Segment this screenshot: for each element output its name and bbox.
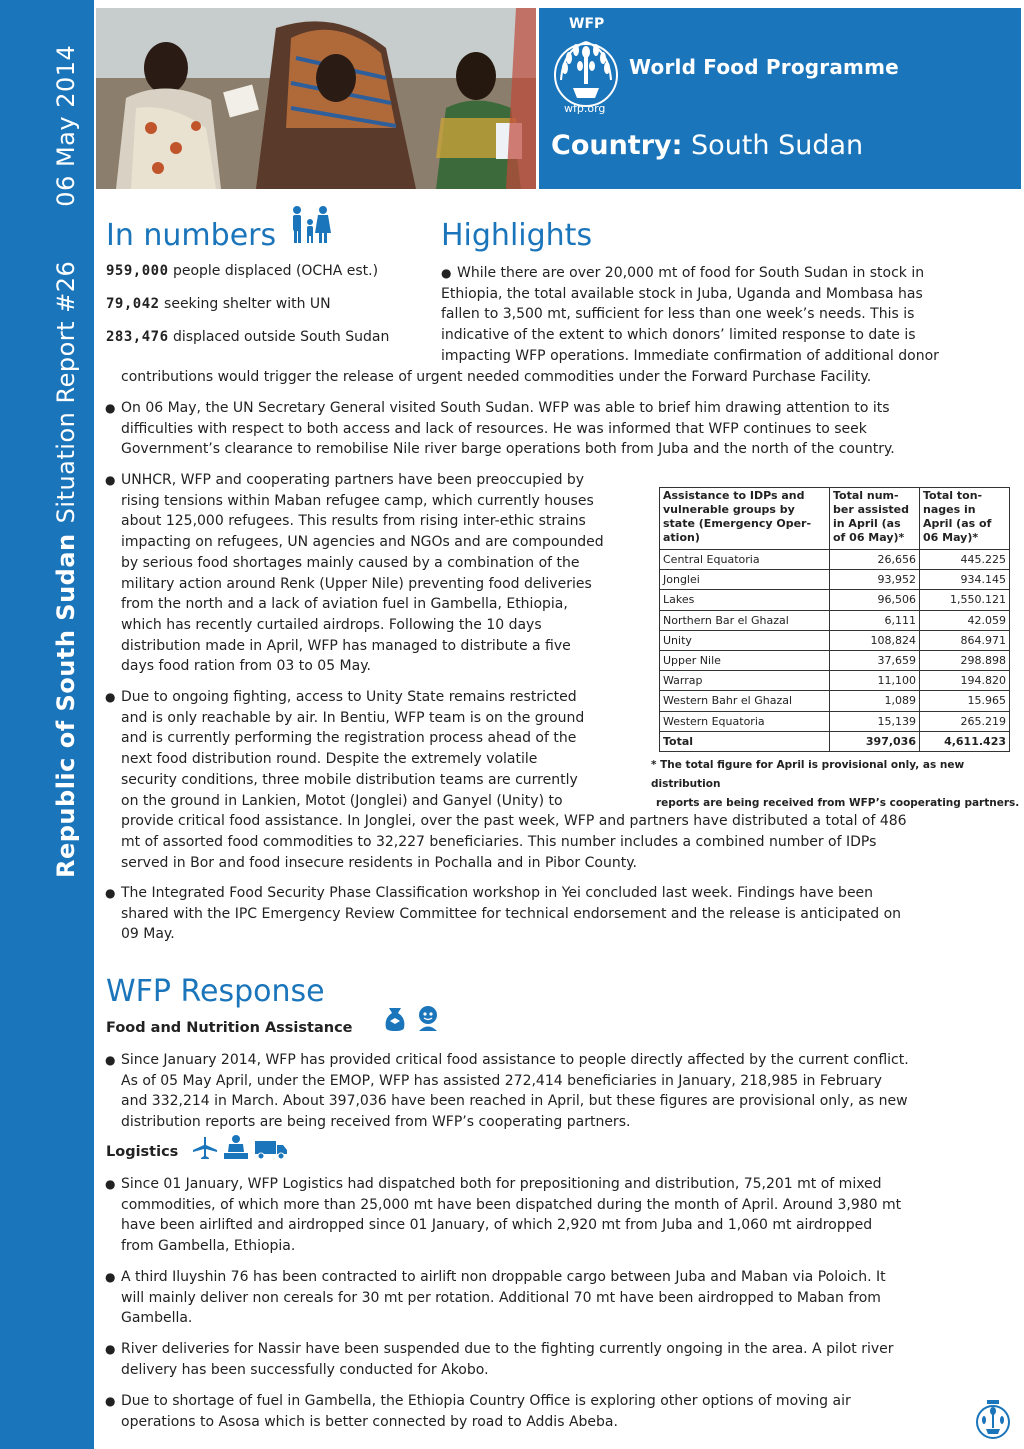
number-text: seeking shelter with UN <box>164 296 331 312</box>
assisted-cell: 15,139 <box>830 711 920 731</box>
org-name: World Food Programme <box>629 55 899 79</box>
table-row <box>660 650 1010 670</box>
in-numbers-heading: In numbers <box>106 218 277 253</box>
header-line: vulnerable groups by <box>663 503 795 516</box>
text-line: impacting WFP operations. Immediate confirmation of additional donor <box>441 347 939 364</box>
text-line: by serious food shortages mainly caused by a combination of the <box>121 554 580 571</box>
text-line: Gambella. <box>121 1310 193 1327</box>
text-line: difficulties with respect to both access and lack of resources. He was informed that WFP continues to seek <box>121 420 867 437</box>
text-line: rising tensions within Maban refugee camp, which currently houses <box>121 492 594 509</box>
tonnage-cell: 1,550.121 <box>920 590 1010 610</box>
bullet-icon: ● <box>105 886 116 900</box>
table-header <box>660 488 830 550</box>
airplane-icon <box>192 1136 218 1160</box>
assisted-cell: 96,506 <box>830 590 920 610</box>
bullet-icon: ● <box>105 1270 116 1284</box>
total-label: Total <box>660 731 830 751</box>
text-line: Due to shortage of fuel in Gambella, the Ethiopia Country Office is exploring other options of moving air <box>121 1393 851 1409</box>
text-line: next food distribution round. Despite the extremely volatile <box>121 751 538 768</box>
tonnage-cell: 265.219 <box>920 711 1010 731</box>
text-line: Ethiopia, the total available stock in Juba, Uganda and Mombasa has <box>441 285 923 302</box>
text-line: fallen to 3,500 mt, sufficient for less than one week’s needs. This is <box>441 306 915 323</box>
header-photo <box>96 8 536 189</box>
tonnage-cell: 298.898 <box>920 650 1010 670</box>
table-footnote <box>651 756 1021 813</box>
country-line <box>551 130 863 161</box>
table-header-row <box>660 488 1010 550</box>
food-assistance-bullet <box>121 1050 1011 1133</box>
number-item <box>106 329 389 345</box>
country-label: Country: <box>551 130 683 161</box>
highlights-heading: Highlights <box>441 218 593 253</box>
text-line: which has recently curtailed airdrops. Following the 10 days <box>121 616 542 633</box>
header-line: Total ton- <box>923 489 983 502</box>
table-row <box>660 630 1010 650</box>
header-line: April (as of <box>923 517 992 530</box>
header-line: 06 May)* <box>923 531 979 544</box>
table-row <box>660 671 1010 691</box>
text-line: about 125,000 refugees. This results from rising inter-ethic strains <box>121 513 586 530</box>
assisted-cell: 93,952 <box>830 570 920 590</box>
text-line: The Integrated Food Security Phase Classification workshop in Yei concluded last week. Findings have been <box>121 885 874 901</box>
header-box <box>539 8 1021 189</box>
table-header <box>830 488 920 550</box>
text-line: provide critical food assistance. In Jonglei, over the past week, WFP and partners have distributed a total of 486 <box>121 813 907 830</box>
header-line: in April (as <box>833 517 901 530</box>
total-assisted: 397,036 <box>830 731 920 751</box>
text-line: and 332,214 in March. About 397,036 have been reached in April, but these figures are provisional only, as new <box>121 1093 908 1110</box>
side-report-title: Situation Report #26 <box>52 260 80 524</box>
header-line: ation) <box>663 531 700 544</box>
text-line: contributions would trigger the release of urgent needed commodities under the Forward Purchase Facility. <box>121 369 872 385</box>
header-line: Total num- <box>833 489 899 502</box>
logistics-bullet-2 <box>121 1267 1011 1329</box>
food-nutrition-heading: Food and Nutrition Assistance <box>106 1020 353 1036</box>
text-line: will mainly deliver non cereals for 30 mt per rotation. Additional 70 mt have been airdropped to Maban from <box>121 1289 881 1306</box>
header-line: Assistance to IDPs and <box>663 489 805 502</box>
header-line: ber assisted <box>833 503 910 516</box>
state-cell: Western Equatoria <box>660 711 830 731</box>
number-value: 959,000 <box>106 263 169 279</box>
tonnage-cell: 15.965 <box>920 691 1010 711</box>
state-cell: Unity <box>660 630 830 650</box>
tonnage-cell: 864.971 <box>920 630 1010 650</box>
highlight-bullet-3 <box>121 470 651 677</box>
table-row <box>660 590 1010 610</box>
text-line: A third Iluyshin 76 has been contracted to airlift non droppable cargo between Juba and Maban via Poloich. It <box>121 1269 886 1285</box>
text-line: distribution reports are being received from WFP’s cooperating partners. <box>121 1114 631 1131</box>
text-line: distribution made in April, WFP has managed to distribute a five <box>121 637 571 654</box>
side-title <box>52 45 80 878</box>
assisted-cell: 37,659 <box>830 650 920 670</box>
state-cell: Western Bahr el Ghazal <box>660 691 830 711</box>
table-row <box>660 691 1010 711</box>
footnote-line: * The total figure for April is provisional only, as new distribution <box>651 759 965 790</box>
state-cell: Northern Bar el Ghazal <box>660 610 830 630</box>
assisted-cell: 11,100 <box>830 671 920 691</box>
wfp-abbr: WFP <box>569 16 605 32</box>
state-cell: Warrap <box>660 671 830 691</box>
truck-icon <box>254 1138 288 1160</box>
side-country-title: Republic of South Sudan <box>52 533 80 878</box>
family-icon <box>289 205 331 245</box>
country-name: South Sudan <box>691 130 864 161</box>
bullet-icon: ● <box>105 1342 116 1356</box>
tonnage-cell: 445.225 <box>920 550 1010 570</box>
text-line: military action around Renk (Upper Nile) preventing food deliveries <box>121 575 592 592</box>
wfp-response-heading: WFP Response <box>106 974 325 1009</box>
bullet-icon: ● <box>105 473 116 487</box>
text-line: shared with the IPC Emergency Review Committee for technical endorsement and the release is anticipated on <box>121 905 902 922</box>
logistics-bullet-3 <box>121 1339 1011 1380</box>
number-value: 79,042 <box>106 296 160 312</box>
text-line: Since January 2014, WFP has provided critical food assistance to people directly affected by the current conflict. <box>121 1052 909 1068</box>
text-line: 09 May. <box>121 926 175 943</box>
bullet-icon: ● <box>441 266 452 280</box>
tonnage-cell: 934.145 <box>920 570 1010 590</box>
state-cell: Central Equatoria <box>660 550 830 570</box>
nutrition-icon <box>415 1004 441 1032</box>
logistics-bullet-4 <box>121 1391 971 1432</box>
text-line: security conditions, three mobile distribution teams are currently <box>121 771 578 788</box>
person-cargo-icon <box>222 1134 250 1160</box>
wfp-url-link[interactable]: wfp.org <box>564 102 606 115</box>
wfp-footer-emblem-icon <box>972 1398 1014 1444</box>
logistics-bullet-1 <box>121 1174 1011 1257</box>
number-item <box>106 263 378 279</box>
header-line: of 06 May)* <box>833 531 905 544</box>
text-line: UNHCR, WFP and cooperating partners have been preoccupied by <box>121 472 585 488</box>
text-line: commodities, of which more than 25,000 mt have been dispatched during the month of April. Around 3,980 mt <box>121 1196 902 1213</box>
state-cell: Jonglei <box>660 570 830 590</box>
bullet-icon: ● <box>105 1053 116 1067</box>
text-line: On 06 May, the UN Secretary General visited South Sudan. WFP was able to brief him drawing attention to its <box>121 400 890 416</box>
text-line: delivery has been successfully conducted for Akobo. <box>121 1361 489 1378</box>
number-text: people displaced (OCHA est.) <box>172 263 379 279</box>
text-line: indicative of the extent to which donors’ limited response to date is <box>441 327 916 344</box>
table-row <box>660 610 1010 630</box>
text-line: from the north and a lack of aviation fuel in Gambella, Ethiopia, <box>121 596 568 613</box>
table-row <box>660 570 1010 590</box>
table-row <box>660 550 1010 570</box>
assistance-table <box>659 487 1010 752</box>
highlight-bullet-1 <box>441 263 1001 367</box>
bullet-icon: ● <box>105 690 116 704</box>
bullet-icon: ● <box>105 401 116 415</box>
number-value: 283,476 <box>106 329 169 345</box>
table-row <box>660 711 1010 731</box>
assisted-cell: 6,111 <box>830 610 920 630</box>
text-line: River deliveries for Nassir have been suspended due to the fighting currently ongoing in the area. A pilot river <box>121 1341 894 1357</box>
text-line: As of 05 May April, under the EMOP, WFP has assisted 272,414 beneficiaries in January, 218,985 in February <box>121 1072 882 1089</box>
text-line: served in Bor and food insecure residents in Pochalla and in Pibor County. <box>121 854 637 871</box>
text-line: impacting on refugees, UN agencies and NGOs and are compounded <box>121 534 604 551</box>
food-sack-icon <box>383 1006 407 1032</box>
tonnage-cell: 194.820 <box>920 671 1010 691</box>
header-photo-art <box>96 8 536 189</box>
text-line: While there are over 20,000 mt of food for South Sudan in stock in <box>457 265 925 281</box>
logistics-heading: Logistics <box>106 1144 179 1160</box>
text-line: and is currently performing the registration process ahead of the <box>121 730 577 747</box>
assisted-cell: 26,656 <box>830 550 920 570</box>
state-cell: Upper Nile <box>660 650 830 670</box>
footnote-line: reports are being received from WFP’s cooperating partners. <box>656 797 1020 809</box>
assisted-cell: 1,089 <box>830 691 920 711</box>
text-line: Since 01 January, WFP Logistics had dispatched both for prepositioning and distribution, 75,201 mt of mixed <box>121 1176 882 1192</box>
total-tonnage: 4,611.423 <box>920 731 1010 751</box>
header-line: state (Emergency Oper- <box>663 517 812 530</box>
text-line: operations to Asosa which is better connected by road to Addis Abeba. <box>121 1413 618 1430</box>
text-line: and is only reachable by air. In Bentiu, WFP team is on the ground <box>121 709 585 726</box>
highlight-bullet-5 <box>121 883 1011 945</box>
text-line: have been airlifted and airdropped since 01 January, of which 2,920 mt from Juba and 1,060 mt airdropped <box>121 1217 873 1234</box>
tonnage-cell: 42.059 <box>920 610 1010 630</box>
assisted-cell: 108,824 <box>830 630 920 650</box>
table-total-row <box>660 731 1010 751</box>
highlight-bullet-2 <box>121 398 1011 460</box>
number-text: displaced outside South Sudan <box>172 329 390 345</box>
state-cell: Lakes <box>660 590 830 610</box>
table-header <box>920 488 1010 550</box>
text-line: days food ration from 03 to 05 May. <box>121 658 371 675</box>
side-date: 06 May 2014 <box>52 44 80 207</box>
bullet-icon: ● <box>105 1394 116 1408</box>
text-line: mt of assorted food commodities to 32,227 beneficiaries. This number includes a combined number of IDPs <box>121 833 877 850</box>
header-line: nages in <box>923 503 976 516</box>
text-line: from Gambella, Ethiopia. <box>121 1238 296 1255</box>
text-line: on the ground in Lankien, Motot (Jonglei) and Ganyel (Unity) to <box>121 792 563 809</box>
number-item <box>106 296 331 312</box>
text-line: Due to ongoing fighting, access to Unity State remains restricted <box>121 689 577 705</box>
text-line: Government’s clearance to remobilise Nile river barge operations both from Juba and the north of the country. <box>121 441 895 458</box>
bullet-icon: ● <box>105 1177 116 1191</box>
